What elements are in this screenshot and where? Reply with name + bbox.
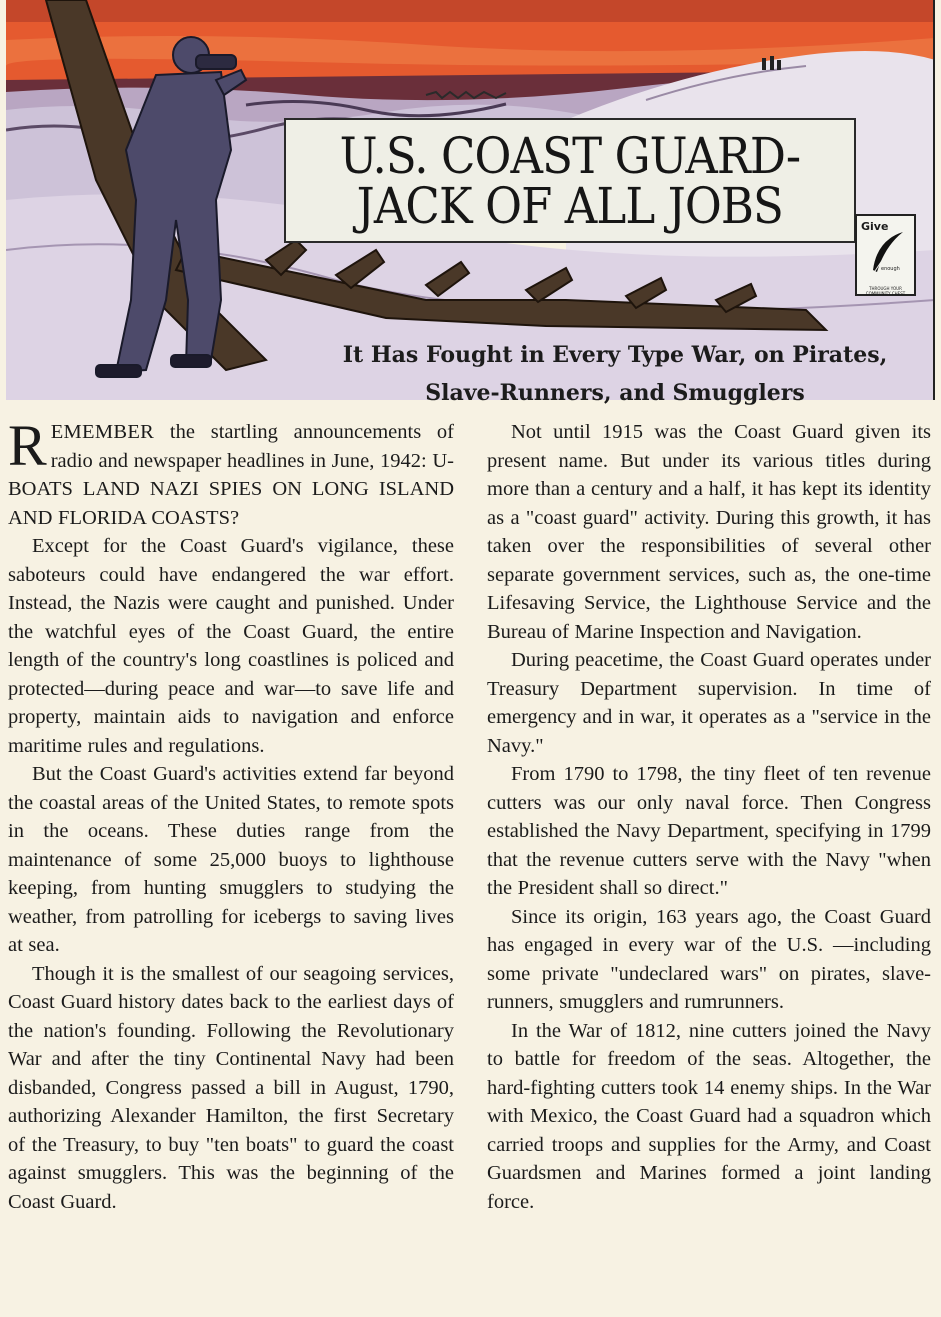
right-paragraph-1: Not until 1915 was the Coast Guard given its present name. But under its various titles during more than a century and a half, it has kept its identity as a "coast guard" activity. During this growth, it has taken over the responsibilities of several other separate government services, such as, the one-time Lifesaving Service, the Lighthouse Service and the Bureau of Marine Inspection and Navigation. <box>487 421 931 643</box>
subtitle-line-1: It Has Fought in Every Type War, on Pirates, <box>342 342 888 368</box>
subtitle-line-2: Slave-Runners, and Smugglers <box>425 380 805 406</box>
lead-text: the startling announcements of radio and newspaper headlines in June, 1942: U-BOATS LAND NAZI SPIES ON LONG ISLAND AND FLORIDA COASTS? <box>8 421 454 529</box>
drop-cap: R <box>8 413 47 478</box>
badge-enough-text: enough <box>881 266 900 272</box>
left-paragraph-3: But the Coast Guard's activities extend far beyond the coastal areas of the United States, to remote spots in the oceans. These duties range from the maintenance of some 25,000 buoys to lighthouse keeping, from hunting smugglers to studying the weather, from patrolling for icebergs to saving lives at sea. <box>8 763 454 956</box>
left-column <box>8 413 454 1216</box>
right-paragraph-4: Since its origin, 163 years ago, the Coast Guard has engaged in every war of the U.S. —including some private "undeclared wars" on pirates, slave-runners, smugglers and rumrunners. <box>487 905 931 1013</box>
right-paragraph-3: From 1790 to 1798, the tiny fleet of ten revenue cutters was our only naval force. Then Congress established the Navy Department, specifying in 1799 that the revenue cutters serve with the Navy "when the President shall so direct." <box>487 763 931 899</box>
title-line-2: JACK OF ALL JOBS <box>356 176 784 235</box>
badge-chest-text: THROUGH YOUR COMMUNITY CHEST <box>865 286 906 296</box>
article-subtitle <box>300 336 930 412</box>
lead-caps: EMEMBER <box>50 421 155 443</box>
community-chest-badge <box>855 214 916 296</box>
right-column <box>487 418 931 1216</box>
title-line-1: U.S. COAST GUARD- <box>339 126 801 185</box>
left-paragraph-2: Except for the Coast Guard's vigilance, these saboteurs could have endangered the war effort. Instead, the Nazis were caught and punished. Under the watchful eyes of the Coast Guard, the entire length of the country's long coastlines is policed and protected—during peace and war—to save life and property, maintain aids to navigation and enforce maritime rules and regulations. <box>8 535 454 757</box>
left-paragraph-4: Though it is the smallest of our seagoing services, Coast Guard history dates back to the earliest days of the nation's founding. Following the Revolutionary War and after the tiny Continental Navy had been disbanded, Congress passed a bill in August, 1790, authorizing Alexander Hamilton, the first Secretary of the Treasury, to buy "ten boats" to guard the coast against smugglers. This was the beginning of the Coast Guard. <box>8 962 454 1213</box>
right-paragraph-2: During peacetime, the Coast Guard operates under Treasury Department supervision. In time of emergency and in war, it operates as a "service in the Navy." <box>487 649 931 757</box>
title-panel <box>284 118 856 243</box>
right-paragraph-5: In the War of 1812, nine cutters joined the Navy to battle for freedom of the seas. Altogether, the hard-fighting cutters took 14 enemy ships. In the War with Mexico, the Coast Guard had a squadron which carried troops and supplies for the Army, and Coast Guardsmen and Marines formed a joint landing force. <box>487 1019 931 1213</box>
lead-paragraph <box>8 413 454 532</box>
badge-give-text: Give <box>861 220 889 233</box>
